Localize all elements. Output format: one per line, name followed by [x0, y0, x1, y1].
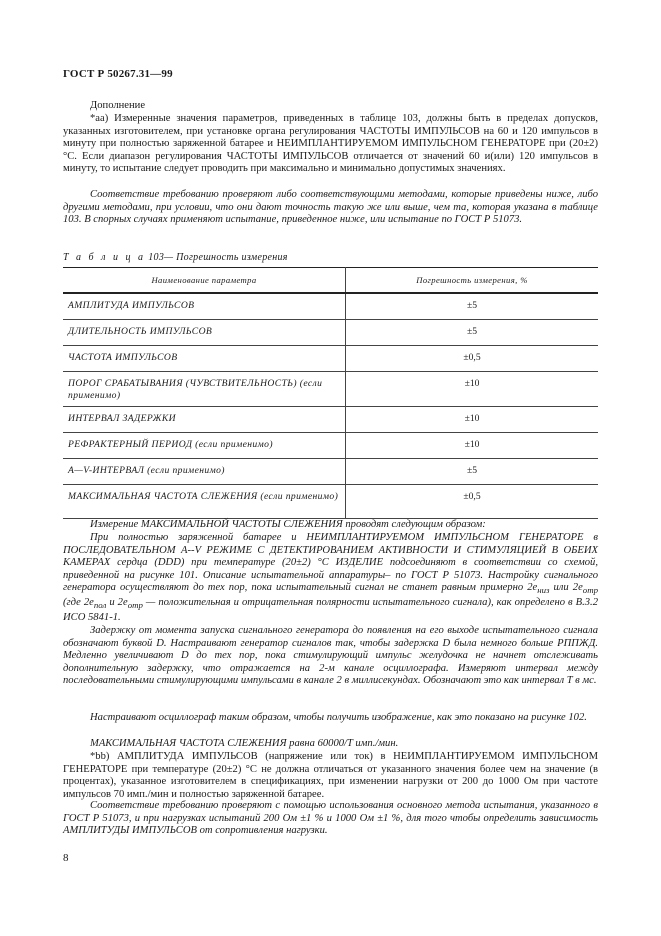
- subscript: пол: [93, 600, 107, 611]
- param-cell: ЧАСТОТА ИМПУЛЬСОВ: [63, 345, 346, 371]
- accuracy-table: [63, 267, 598, 519]
- table-caption: [63, 252, 288, 263]
- param-cell: РЕФРАКТЕРНЫЙ ПЕРИОД (если применимо): [63, 432, 346, 458]
- table-caption-text: 103— Погрешность измерения: [145, 252, 288, 263]
- table-row: [63, 293, 598, 319]
- table-row: [63, 345, 598, 371]
- standard-number: ГОСТ Р 50267.31—99: [63, 68, 173, 80]
- error-cell: ±10: [346, 432, 599, 458]
- param-cell: ИНТЕРВАЛ ЗАДЕРЖКИ: [63, 406, 346, 432]
- param-cell: ДЛИТЕЛЬНОСТЬ ИМПУЛЬСОВ: [63, 319, 346, 345]
- table-row: [63, 484, 598, 518]
- error-cell: ±5: [346, 458, 599, 484]
- procedure-text: и 2e: [106, 597, 128, 609]
- section-heading: Дополнение: [90, 100, 146, 111]
- error-cell: ±0,5: [346, 484, 599, 518]
- table-row: [63, 458, 598, 484]
- error-cell: ±10: [346, 406, 599, 432]
- subscript: низ: [537, 585, 550, 596]
- table-row: [63, 406, 598, 432]
- table-header-row: [63, 268, 598, 294]
- paragraph-aa: *аа) Измеренные значения параметров, приведенных в таблице 103, должны быть в пределах допусков, указанных изготовителем, при установке органа регулирования ЧАСТОТЫ ИМПУЛЬСОВ на 60 и 120 импульсов в минуту при полностью заряженной батарее и НЕИМПЛАНТИРУЕМОМ ИМПУЛЬСНОМ ГЕНЕРАТОРЕ при (20±2) °С. Если диапазон регулирования ЧАСТОТЫ ИМПУЛЬСОВ отличается от значений 60 и(или) 120 импульсов в минуту, то испытание следует проводить при максимально и минимально допустимых значениях.: [63, 113, 598, 175]
- measurement-procedure: [63, 532, 598, 624]
- table-row: [63, 432, 598, 458]
- error-cell: ±0,5: [346, 345, 599, 371]
- table-row: [63, 371, 598, 406]
- error-cell: ±10: [346, 371, 599, 406]
- paragraph-bb: *bb) АМПЛИТУДА ИМПУЛЬСОВ (напряжение или ток) в НЕИМПЛАНТИРУЕМОМ ИМПУЛЬСНОМ ГЕНЕРАТОРЕ при температуре (20±2) °С не должна отличаться от указанного значения более чем на значение (в процентах), указанное изготовителем в спецификациях, при изменении нагрузки от 200 до 1000 Ом при частоте импульсов 70 имп./мин и полностью заряженной батарее.: [63, 751, 598, 800]
- header-error: Погрешность измерения, %: [346, 268, 599, 294]
- max-rate-formula: МАКСИМАЛЬНАЯ ЧАСТОТА СЛЕЖЕНИЯ равна 60000/T имп./мин.: [90, 738, 399, 749]
- page-number: 8: [63, 852, 69, 864]
- subscript: отр: [582, 585, 598, 596]
- param-cell: МАКСИМАЛЬНАЯ ЧАСТОТА СЛЕЖЕНИЯ (если применимо): [63, 484, 346, 518]
- procedure-text: или 2e: [549, 582, 583, 594]
- table-caption-label: Т а б л и ц а: [63, 252, 146, 263]
- compliance-paragraph-2: Соответствие требованию проверяют с помощью использования основного метода испытания, указанного в ГОСТ Р 51073, и при нагрузках испытаний 200 Ом ±1 % и 1000 Ом ±1 %, для того чтобы определить зависимость АМПЛИТУДЫ ИМПУЛЬСОВ от сопротивления нагрузки.: [63, 800, 598, 837]
- error-cell: ±5: [346, 319, 599, 345]
- procedure-text: При полностью заряженной батарее и НЕИМПЛАНТИРУЕМОМ ИМПУЛЬСНОМ ГЕНЕРАТОРЕ в ПОСЛЕДОВАТЕЛЬНОМ A--V РЕЖИМЕ С ДЕТЕКТИРОВАНИЕМ АКТИВНОСТИ И СТИМУЛЯЦИЕЙ В ОБЕИХ КАМЕРАХ сердца (DDD) при температуре (20±2) °С ИЗДЕЛИЕ подсоединяют в соответствии со схемой, приведенной на рисунке 101. Описание испытательной аппаратуры– по ГОСТ Р 51073. Настройку сигнального генератора осуществляют до тех пор, пока испытательный сигнал не станет равным примерно 2e: [63, 532, 598, 594]
- oscilloscope-paragraph: Настраивают осциллограф таким образом, чтобы получить изображение, как это показано на рисунке 102.: [90, 712, 587, 723]
- delay-paragraph: Задержку от момента запуска сигнального генератора до появления на его выходе испытательного сигнала обозначают буквой D. Настраивают генератор сигналов так, чтобы задержка D была немного больше РППЖД. Медленно увеличивают D до тех пор, пока стимулирующий импульс желудочка не начнет отслеживать дополнительную задержку, что отражается на 2-м канале осциллографа. Измеряют интервал между последовательными стимулирующими импульсами в канале 2 в миллисекундах. Обозначают это как интервал T в мс.: [63, 625, 598, 687]
- param-cell: АМПЛИТУДА ИМПУЛЬСОВ: [63, 293, 346, 319]
- param-cell: ПОРОГ СРАБАТЫВАНИЯ (ЧУВСТВИТЕЛЬНОСТЬ) (если применимо): [63, 371, 346, 406]
- compliance-paragraph: Соответствие требованию проверяют либо соответствующими методами, которые приведены ниже, либо другими методами, при условии, что они дают точность такую же или выше, чем та, которая указана в таблице 103. В спорных случаях применяют испытание, приведенное ниже, или испытание по ГОСТ Р 51073.: [63, 189, 598, 226]
- measurement-intro: Измерение МАКСИМАЛЬНОЙ ЧАСТОТЫ СЛЕЖЕНИЯ проводят следующим образом:: [90, 519, 486, 530]
- table-row: [63, 319, 598, 345]
- procedure-text: — положительная и отрицательная полярности испытательного сигнала), как определено в В.3.2 ИСО 5841-1.: [63, 597, 599, 623]
- error-cell: ±5: [346, 293, 599, 319]
- procedure-text: (где 2e: [63, 597, 94, 609]
- header-parameter: Наименование параметра: [63, 268, 346, 294]
- param-cell: A—V-ИНТЕРВАЛ (если применимо): [63, 458, 346, 484]
- subscript: отр: [127, 600, 143, 611]
